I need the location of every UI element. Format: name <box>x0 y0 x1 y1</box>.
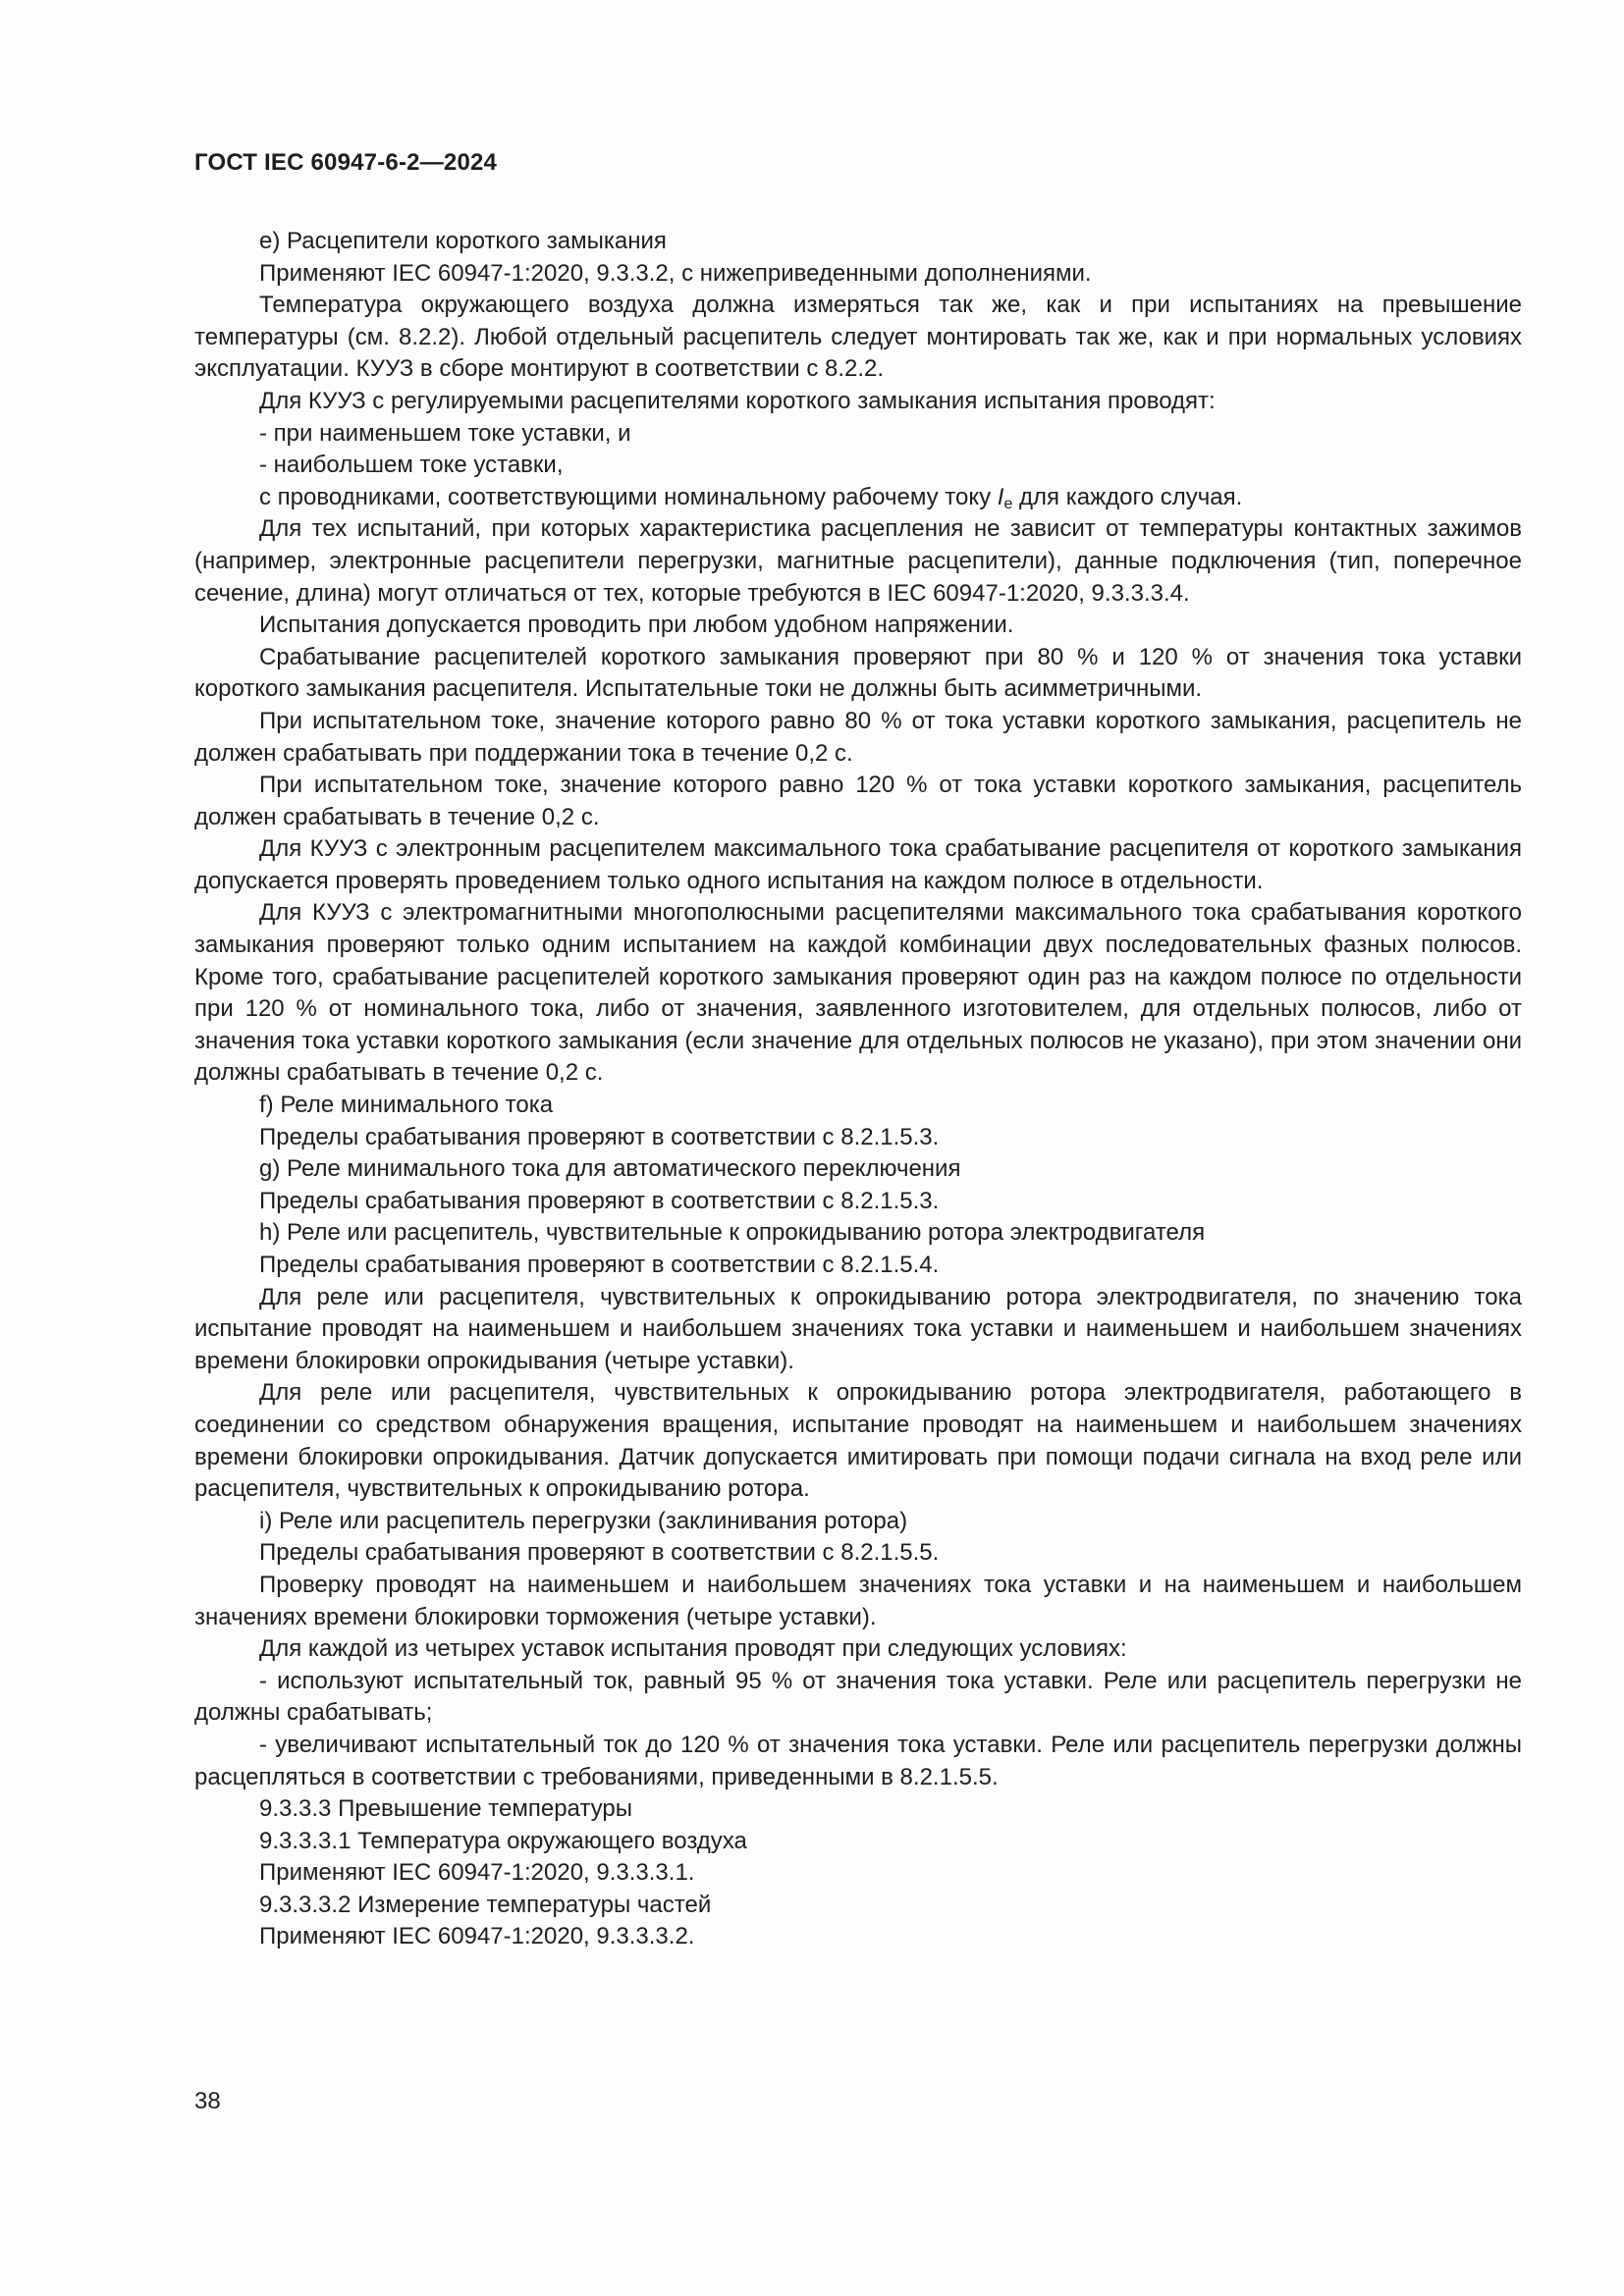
paragraph: Температура окружающего воздуха должна измеряться так же, как и при испытаниях на превышение температуры (см. 8.2.2). Любой отдельный расцепитель следует монтировать так же, как и при нормальных условиях эксплуатации. КУУЗ в сборе монтируют в соответствии с 8.2.2. <box>194 292 1522 383</box>
paragraph: При испытательном токе, значение которого равно 120 % от тока уставки короткого замыкания, расцепитель должен срабатывать в течение 0,2 с. <box>194 772 1522 830</box>
item-i-heading: i) Реле или расцепитель перегрузки (заклинивания ротора) <box>259 1507 908 1534</box>
paragraph: Для КУУЗ с регулируемыми расцепителями короткого замыкания испытания проводят: <box>259 387 1216 414</box>
page-number: 38 <box>194 2088 221 2114</box>
paragraph-text: с проводниками, соответствующими номинальному рабочему току <box>259 483 998 510</box>
paragraph: Пределы срабатывания проверяют в соответствии с 8.2.1.5.3. <box>259 1123 940 1150</box>
item-e-heading: е) Расцепители короткого замыкания <box>259 228 667 254</box>
paragraph: Для КУУЗ с электронным расцепителем максимального тока срабатывание расцепителя от короткого замыкания допускается проверять проведением только одного испытания на каждом полюсе в отдельности. <box>194 835 1522 894</box>
paragraph: Испытания допускается проводить при любом удобном напряжении. <box>259 612 1014 639</box>
list-item: - используют испытательный ток, равный 95 % от значения тока уставки. Реле или расцепитель перегрузки не должны срабатывать; <box>194 1667 1522 1727</box>
section-heading: 9.3.3.3 Превышение температуры <box>259 1795 632 1823</box>
paragraph: Для реле или расцепителя, чувствительных к опрокидыванию ротора электродвигателя, работающего в соединении со средством обнаружения вращения, испытание проводят на наименьшем и наибольшем значениях времени блокировки опрокидывания. Датчик допускается имитировать при помощи подачи сигнала на вход реле или расцепителя, чувствительных к опрокидыванию ротора. <box>194 1379 1522 1503</box>
paragraph: Применяют IEC 60947-1:2020, 9.3.3.3.2. <box>259 1923 695 1950</box>
paragraph: Пределы срабатывания проверяют в соответствии с 8.2.1.5.3. <box>259 1187 940 1214</box>
paragraph <box>194 482 1522 514</box>
paragraph: Срабатывание расцепителей короткого замыкания проверяют при 80 % и 120 % от значения тока уставки короткого замыкания расцепителя. Испытательные токи не должны быть асимметричными. <box>194 643 1522 703</box>
paragraph: При испытательном токе, значение которого равно 80 % от тока уставки короткого замыкания, расцепитель не должен срабатывать при поддержании тока в течение 0,2 с. <box>194 707 1522 767</box>
paragraph-text: для каждого случая. <box>1012 483 1243 510</box>
item-f-heading: f) Реле минимального тока <box>259 1092 554 1119</box>
subsection-heading: 9.3.3.3.1 Температура окружающего воздуха <box>259 1827 747 1854</box>
paragraph: Пределы срабатывания проверяют в соответствии с 8.2.1.5.4. <box>259 1252 940 1278</box>
paragraph: Применяют IEC 60947-1:2020, 9.3.3.3.1. <box>259 1859 695 1887</box>
current-subscript: e <box>1003 495 1013 512</box>
list-item: - увеличивают испытательный ток до 120 % от значения тока уставки. Реле или расцепитель перегрузки должны расцепляться в соответствии с требованиями, приведенными в 8.2.1.5.5. <box>194 1731 1522 1790</box>
paragraph: Для тех испытаний, при которых характеристика расцепления не зависит от температуры контактных зажимов (например, электронные расцепители перегрузки, магнитные расцепители), данные подключения (тип, поперечное сечение, длина) могут отличаться от тех, которые требуются в IEC 60947-1:2020, 9.3.3.3.4. <box>194 515 1522 607</box>
paragraph: Для каждой из четырех уставок испытания проводят при следующих условиях: <box>259 1635 1127 1663</box>
paragraph: Пределы срабатывания проверяют в соответствии с 8.2.1.5.5. <box>259 1539 940 1567</box>
paragraph: Для КУУЗ с электромагнитными многополюсными расцепителями максимального тока срабатывания короткого замыкания проверяют только одним испытанием на каждой комбинации двух последовательных фазных полюсов. Кроме того, срабатывание расцепителей короткого замыкания проверяют один раз на каждом полюсе по отдельности при 120 % от номинального тока, либо от значения, заявленного изготовителем, для отдельных полюсов, либо от значения тока уставки короткого замыкания (если значение для отдельных полюсов не указано), при этом значении они должны срабатывать в течение 0,2 с. <box>194 899 1522 1087</box>
item-h-heading: h) Реле или расцепитель, чувствительные к опрокидыванию ротора электродвигателя <box>259 1219 1206 1247</box>
paragraph: Проверку проводят на наименьшем и наибольшем значениях тока уставки и на наименьшем и наибольшем значениях времени блокировки торможения (четыре уставки). <box>194 1571 1522 1630</box>
document-body <box>194 226 1522 1953</box>
subsection-heading: 9.3.3.3.2 Измерение температуры частей <box>259 1891 712 1918</box>
current-symbol: I <box>997 483 1004 510</box>
list-item: - при наименьшем токе уставки, и <box>259 419 631 447</box>
list-item: - наибольшем токе уставки, <box>259 452 564 479</box>
document-header: ГОСТ IEC 60947-6-2—2024 <box>194 149 498 176</box>
item-g-heading: g) Реле минимального тока для автоматического переключения <box>259 1155 961 1183</box>
paragraph: Применяют IEC 60947-1:2020, 9.3.3.2, с нижеприведенными дополнениями. <box>259 259 1092 287</box>
paragraph: Для реле или расцепителя, чувствительных к опрокидыванию ротора электродвигателя, по значению тока испытание проводят на наименьшем и наибольшем значениях тока уставки и наименьшем и наибольшем значениях времени блокировки опрокидывания (четыре уставки). <box>194 1283 1522 1374</box>
